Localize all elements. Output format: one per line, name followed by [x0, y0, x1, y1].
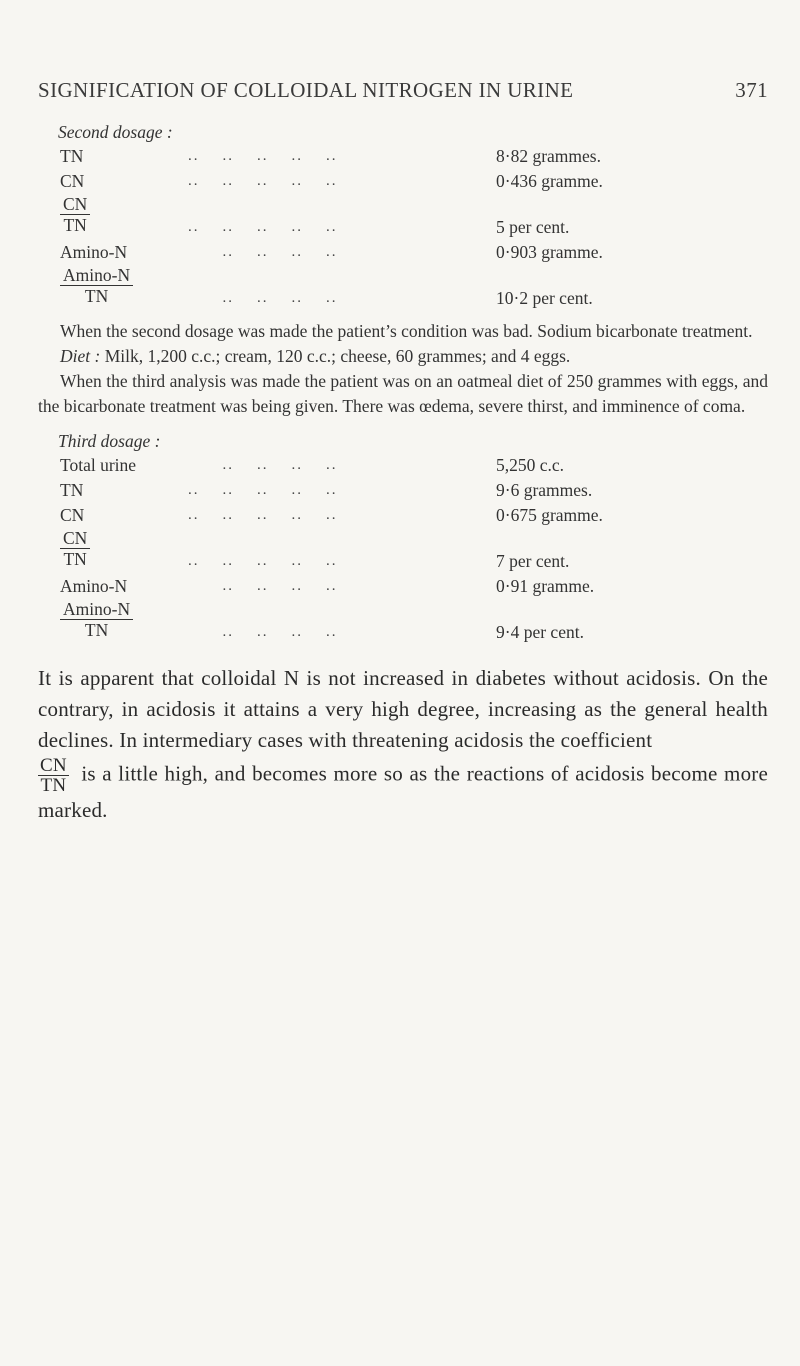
dosage-row-amino-n: [58, 240, 768, 265]
row-label: CN: [60, 505, 85, 525]
leader-dots: .. .. .. .. ..: [188, 148, 338, 164]
diet-text: Milk, 1,200 c.c.; cream, 120 c.c.; cheese, 60 grammes; and 4 eggs.: [100, 346, 571, 366]
fraction-numerator: CN: [60, 528, 90, 549]
row-value: 0·436 gramme.: [496, 171, 603, 191]
leader-dots: .. .. .. .. ..: [188, 219, 338, 235]
row-label: TN: [60, 480, 84, 500]
dosage-row-total-urine: [58, 453, 768, 478]
page-number: 371: [735, 78, 768, 102]
fraction-amino-n-over-tn: [60, 599, 133, 640]
fraction-denominator: TN: [84, 620, 109, 640]
third-dosage-block: [58, 429, 768, 645]
row-value: 0·675 gramme.: [496, 505, 603, 525]
fraction-amino-n-over-tn: [60, 265, 133, 306]
second-dosage-block: [58, 120, 768, 311]
inline-fraction-cn-over-tn: [38, 756, 69, 795]
fraction-numerator: CN: [40, 755, 67, 776]
leader-dots: .. .. .. .. ..: [188, 173, 338, 189]
fraction-denominator: TN: [63, 215, 87, 235]
fraction-cn-over-tn: [60, 194, 90, 235]
row-value: 8·82 grammes.: [496, 146, 601, 166]
paragraphs-small: [38, 319, 768, 419]
row-value: 10·2 per cent.: [496, 288, 593, 308]
leader-dots: .. .. .. ..: [188, 457, 338, 473]
row-value: 0·91 gramme.: [496, 576, 595, 596]
third-dosage-title: Third dosage :: [58, 431, 161, 451]
row-label: Amino-N: [60, 242, 128, 262]
diet-label: Diet :: [60, 346, 101, 366]
row-label: Amino-N: [60, 576, 128, 596]
fraction-denominator: TN: [63, 549, 87, 569]
second-dosage-title: Second dosage :: [58, 122, 173, 142]
page: [38, 78, 768, 826]
dosage-row-amino-n-tn: [58, 265, 768, 311]
leader-dots: .. .. .. ..: [188, 244, 338, 260]
dosage-row-cn-tn: [58, 194, 768, 240]
running-head: [38, 78, 768, 108]
dosage-row-tn: [58, 478, 768, 503]
fraction-numerator: CN: [60, 194, 90, 215]
paragraph-second-dosage-note: When the second dosage was made the patient’s condition was bad. Sodium bicarbonate treatment.: [60, 321, 753, 341]
paragraph-diet: [38, 344, 768, 369]
leader-dots: .. .. .. ..: [188, 290, 338, 306]
conclusion-text-after: is a little high, and becomes more so as the reactions of acidosis become more marked.: [38, 761, 769, 822]
row-value: 9·6 grammes.: [496, 480, 593, 500]
dosage-row-cn: [58, 503, 768, 528]
dosage-row-amino-n-tn: [58, 599, 768, 645]
leader-dots: .. .. .. ..: [188, 624, 338, 640]
leader-dots: .. .. .. .. ..: [188, 507, 338, 523]
row-label: Total urine: [60, 455, 137, 475]
fraction-numerator: Amino-N: [60, 265, 133, 286]
row-value: 9·4 per cent.: [496, 622, 584, 642]
leader-dots: .. .. .. ..: [188, 578, 338, 594]
row-value: 5,250 c.c.: [496, 455, 565, 475]
fraction-numerator: Amino-N: [60, 599, 133, 620]
dosage-row-amino-n: [58, 574, 768, 599]
fraction-denominator: TN: [40, 775, 67, 796]
row-value: 0·903 gramme.: [496, 242, 603, 262]
paragraph-third-analysis: When the third analysis was made the patient was on an oatmeal diet of 250 grammes with eggs, and the bicarbonate treatment was being given. There was œdema, severe thirst, and imminence of coma.: [38, 371, 768, 416]
row-label: CN: [60, 171, 85, 191]
paragraph-large-block: [38, 663, 768, 826]
dosage-row-cn-tn: [58, 528, 768, 574]
leader-dots: .. .. .. .. ..: [188, 482, 338, 498]
dosage-row-tn: [58, 144, 768, 169]
running-head-title: SIGNIFICATION OF COLLOIDAL NITROGEN IN URINE: [38, 78, 574, 102]
row-value: 7 per cent.: [496, 551, 570, 571]
fraction-cn-over-tn: [60, 528, 90, 569]
conclusion-text-before: It is apparent that colloidal N is not increased in diabetes without acidosis. On the contrary, in acidosis it attains a very high degree, increasing as the general health declines. In intermediary cases with threatening acidosis the coefficient: [38, 666, 768, 752]
paragraph-conclusion: [38, 663, 768, 826]
dosage-row-cn: [58, 169, 768, 194]
row-label: TN: [60, 146, 84, 166]
row-value: 5 per cent.: [496, 217, 570, 237]
leader-dots: .. .. .. .. ..: [188, 553, 338, 569]
fraction-denominator: TN: [84, 286, 109, 306]
